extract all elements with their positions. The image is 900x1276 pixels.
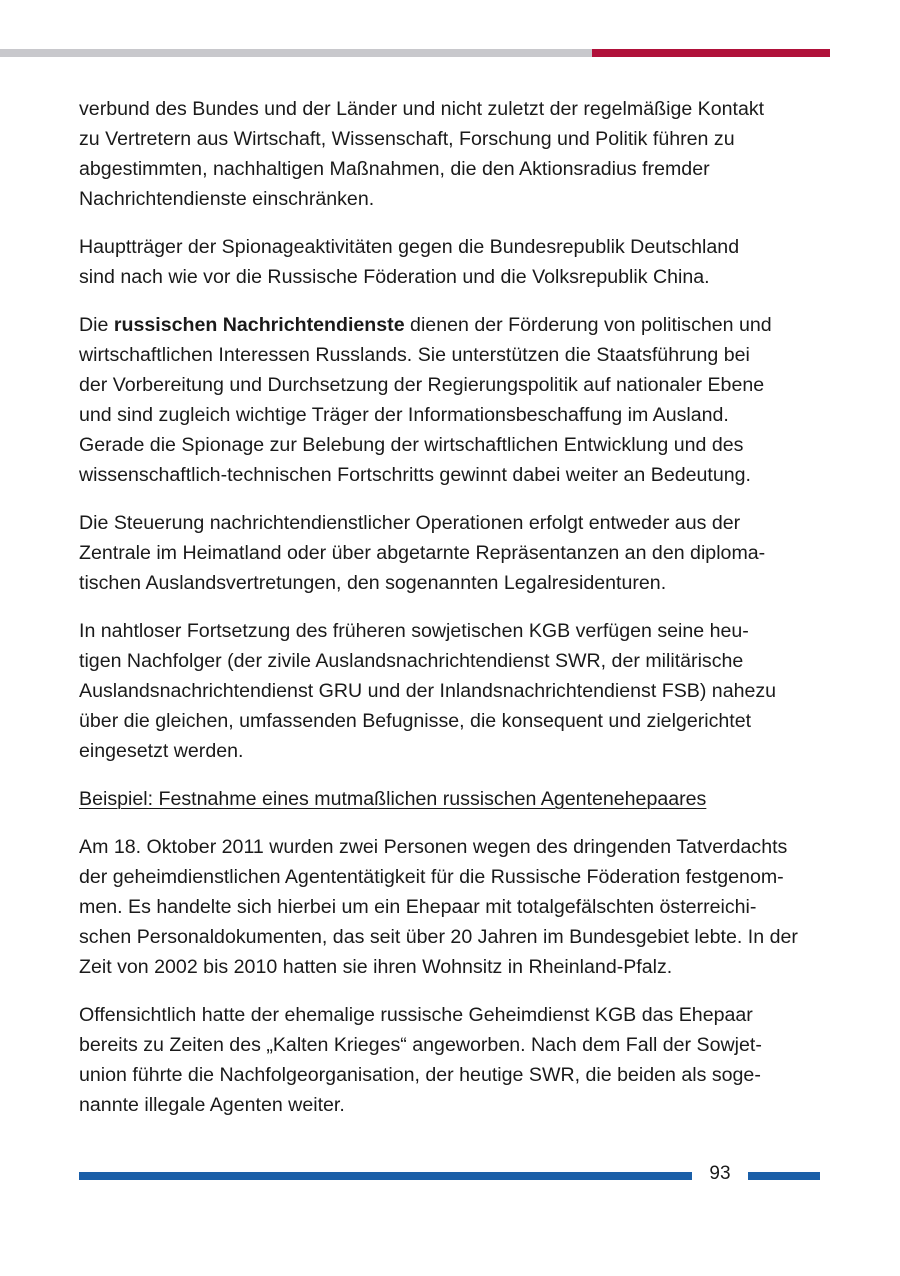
text-line: Auslandsnachrichtendienst GRU und der Inlandsnachrichtendienst FSB) nahezu	[79, 680, 777, 702]
text-line: In nahtloser Fortsetzung des früheren sowjetischen KGB verfügen seine heu-	[79, 620, 749, 642]
page-number: 93	[709, 1163, 731, 1184]
text-line: nannte illegale Agenten weiter.	[79, 1094, 345, 1116]
text-line: und sind zugleich wichtige Träger der Informationsbeschaffung im Ausland.	[79, 404, 729, 426]
text-line: über die gleichen, umfassenden Befugnisse, die konsequent und zielgerichtet	[79, 710, 752, 732]
text-line	[79, 310, 824, 340]
text-line: tischen Auslandsvertretungen, den sogenannten Legalresidenturen.	[79, 572, 667, 594]
header-rule-red	[592, 49, 830, 57]
text-line: Hauptträger der Spionageaktivitäten gegen die Bundesrepublik Deutschland	[79, 236, 740, 258]
text-line: Zeit von 2002 bis 2010 hatten sie ihren Wohnsitz in Rheinland-Pfalz.	[79, 956, 673, 978]
text-fragment: Die	[79, 314, 114, 336]
bold-term: russischen Nachrichtendienste	[113, 314, 405, 336]
text-line: der Vorbereitung und Durchsetzung der Regierungspolitik auf nationaler Ebene	[79, 374, 765, 396]
text-line: wissenschaftlich-technischen Fortschritts gewinnt dabei weiter an Bedeutung.	[79, 464, 751, 486]
text-line: wirtschaftlichen Interessen Russlands. Sie unterstützen die Staatsführung bei	[79, 344, 750, 366]
text-line: eingesetzt werden.	[79, 740, 244, 762]
paragraph-arrest	[79, 832, 824, 982]
header-rule-grey	[0, 49, 592, 57]
text-line: men. Es handelte sich hierbei um ein Ehepaar mit totalgefälschten österreichi-	[79, 896, 757, 918]
paragraph-russian-services	[79, 310, 824, 490]
text-line: union führte die Nachfolgeorganisation, der heutige SWR, die beiden als soge-	[79, 1064, 761, 1086]
text-line: Zentrale im Heimatland oder über abgetarnte Repräsentanzen an den diploma-	[79, 542, 766, 564]
paragraph-kgb-successors	[79, 616, 824, 766]
text-line: Am 18. Oktober 2011 wurden zwei Personen wegen des dringenden Tatverdachts	[79, 836, 788, 858]
text-line: Offensichtlich hatte der ehemalige russische Geheimdienst KGB das Ehepaar	[79, 1004, 753, 1026]
text-line: Gerade die Spionage zur Belebung der wirtschaftlichen Entwicklung und des	[79, 434, 744, 456]
text-line: tigen Nachfolger (der zivile Auslandsnachrichtendienst SWR, der militärische	[79, 650, 744, 672]
text-line: zu Vertretern aus Wirtschaft, Wissenschaft, Forschung und Politik führen zu	[79, 128, 735, 150]
text-line: abgestimmten, nachhaltigen Maßnahmen, die den Aktionsradius fremder	[79, 158, 710, 180]
text-line: der geheimdienstlichen Agententätigkeit für die Russische Föderation festgenom-	[79, 866, 784, 888]
paragraph-cooperation	[79, 94, 824, 214]
page-body	[79, 94, 824, 1138]
footer-rule-left	[79, 1172, 692, 1180]
text-line: Die Steuerung nachrichtendienstlicher Operationen erfolgt entweder aus der	[79, 512, 741, 534]
example-heading: Beispiel: Festnahme eines mutmaßlichen russischen Agentenehepaares	[79, 788, 707, 810]
text-line: Nachrichtendienste einschränken.	[79, 188, 375, 210]
text-line: verbund des Bundes und der Länder und nicht zuletzt der regelmäßige Kontakt	[79, 98, 765, 120]
paragraph-main-actors	[79, 232, 824, 292]
text-line: sind nach wie vor die Russische Föderation und die Volksrepublik China.	[79, 266, 710, 288]
text-line: schen Personaldokumenten, das seit über 20 Jahren im Bundesgebiet lebte. In der	[79, 926, 798, 948]
paragraph-control	[79, 508, 824, 598]
text-line: bereits zu Zeiten des „Kalten Krieges“ angeworben. Nach dem Fall der Sowjet-	[79, 1034, 762, 1056]
footer-rule-right	[748, 1172, 820, 1180]
paragraph-recruitment	[79, 1000, 824, 1120]
text-fragment: dienen der Förderung von politischen und	[404, 314, 772, 336]
